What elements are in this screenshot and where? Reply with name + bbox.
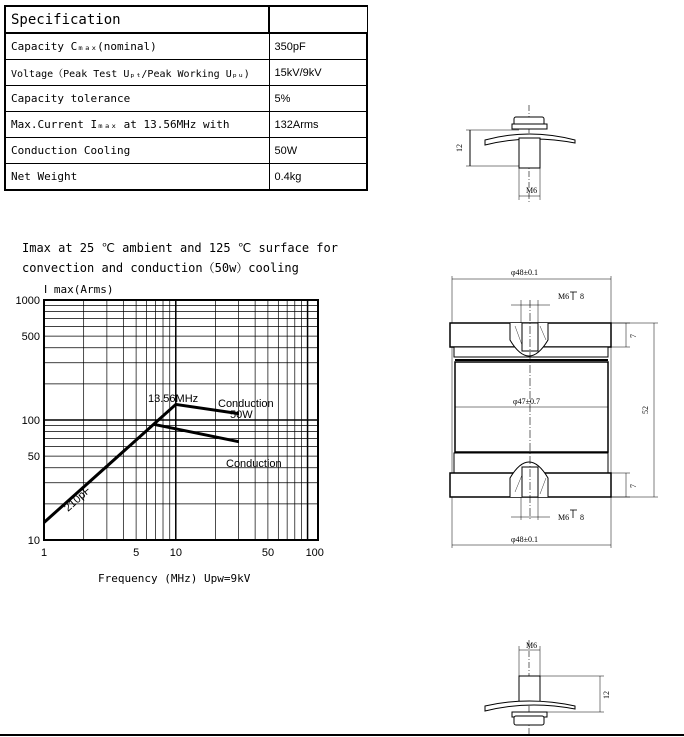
spec-value: 132Arms <box>269 112 367 138</box>
thread-bottom-dim: M6 <box>558 513 570 522</box>
y-tick-label: 100 <box>21 415 40 427</box>
annotation-210pf: 210pF <box>61 484 94 515</box>
chart-grid <box>44 300 318 540</box>
imax-chart <box>16 295 324 559</box>
annotation-13-56mhz: 13.56MHz <box>148 393 199 405</box>
spec-value: 0.4kg <box>269 164 367 191</box>
bottom-view-drawing <box>485 640 611 736</box>
spec-value: 5% <box>269 86 367 112</box>
y-tick-label: 1000 <box>15 295 40 307</box>
y-tick-label: 10 <box>27 535 40 547</box>
bottom-view-height-dim: 12 <box>602 691 611 699</box>
spec-name: Capacity tolerance <box>5 86 269 112</box>
dia-bottom-dim: φ48±0.1 <box>511 535 539 544</box>
flange-bottom-dim: 7 <box>629 484 638 488</box>
chart-y-axis-label: Ⅰ max(Arms) <box>44 283 114 296</box>
flange-top-dim: 7 <box>629 334 638 338</box>
y-tick-label: 50 <box>27 451 40 464</box>
spec-name: Voltage（Peak Test Uₚₜ/Peak Working Uₚᵤ) <box>5 60 269 86</box>
series-line <box>154 424 239 441</box>
spec-value: 350pF <box>269 33 367 60</box>
spec-value: 15kV/9kV <box>269 60 367 86</box>
height-dim: 52 <box>641 406 650 414</box>
chart-x-axis-label: Frequency (MHz) Upw=9kV <box>98 572 251 585</box>
x-tick-label: 5 <box>133 547 140 559</box>
thread-depth-top-dim: 8 <box>580 292 584 301</box>
spec-value: 50W <box>269 138 367 164</box>
dia-top-dim: φ48±0.1 <box>511 268 539 277</box>
spec-title: Specification <box>5 6 269 33</box>
annotation-conduction-50w: Conduction <box>218 398 274 410</box>
annotation-50w: 50W <box>230 409 253 421</box>
top-view-drawing <box>455 105 575 204</box>
page-bottom-rule <box>0 734 684 736</box>
top-view-height-dim: 12 <box>455 144 464 152</box>
spec-name: Net Weight <box>5 164 269 191</box>
spec-name: Max.Current Iₘₐₓ at 13.56MHz with <box>5 112 269 138</box>
x-tick-label: 50 <box>261 547 275 559</box>
chart-caption-line-1: Imax at 25 ℃ ambient and 125 ℃ surface for <box>22 241 338 255</box>
thread-top-dim: M6 <box>558 292 570 301</box>
spec-name: Capacity Cₘₐₓ(nominal) <box>5 33 269 60</box>
x-tick-label: 10 <box>169 547 183 559</box>
x-tick-label: 100 <box>305 547 324 559</box>
annotation-conduction: Conduction <box>226 458 282 470</box>
spec-name: Conduction Cooling <box>5 138 269 164</box>
x-tick-label: 1 <box>41 547 48 559</box>
thread-depth-bottom-dim: 8 <box>580 513 584 522</box>
top-view-thread-dim: M6 <box>526 186 538 195</box>
chart-annotations <box>62 393 282 514</box>
dia-mid-dim: φ47±0.7 <box>513 397 541 406</box>
bottom-view-thread-dim: M6 <box>526 641 538 650</box>
chart-caption-line-2: convection and conduction（50w）cooling <box>22 261 299 275</box>
main-view-drawing <box>450 268 658 548</box>
y-tick-label: 500 <box>21 331 40 344</box>
